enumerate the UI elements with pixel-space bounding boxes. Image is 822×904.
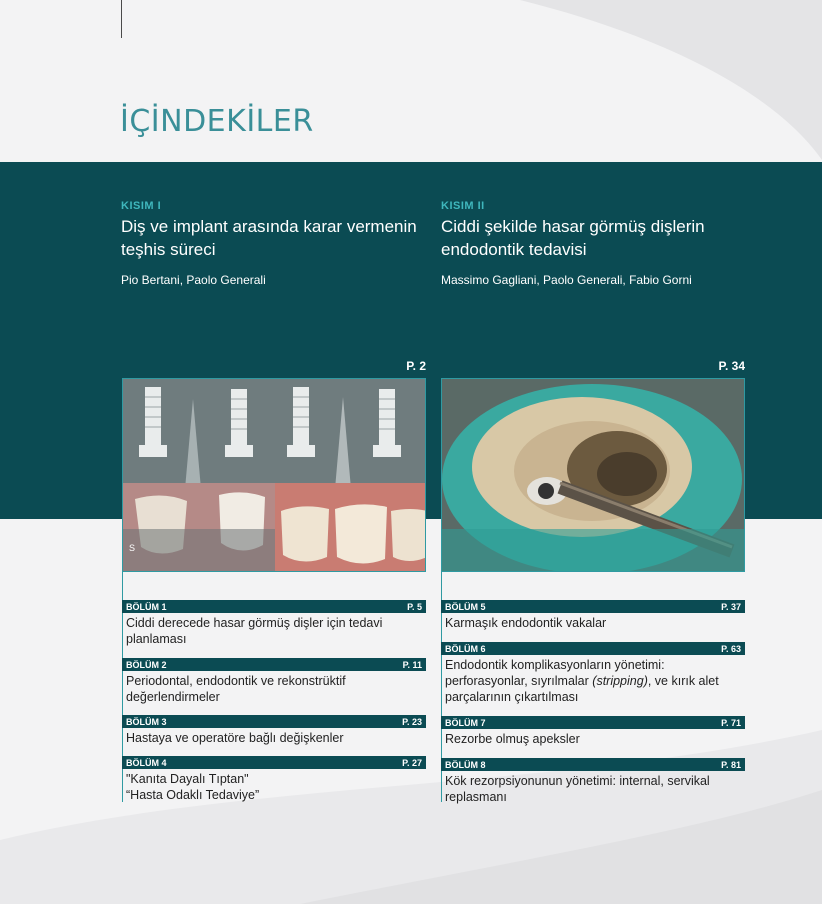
chapter-page: P. 81	[721, 759, 741, 770]
photo-corner-mark: S	[129, 543, 136, 553]
part-2-title[interactable]: Ciddi şekilde hasar görmüş dişlerin endodontik tedavisi	[441, 217, 705, 259]
chapter-label: BÖLÜM 3	[126, 716, 167, 727]
part-2	[441, 200, 751, 287]
chapter-7[interactable]	[441, 716, 745, 747]
part-1-page: P. 2	[406, 359, 426, 373]
chapter-label: BÖLÜM 6	[445, 643, 486, 654]
top-rule	[121, 0, 122, 38]
chapter-title: Rezorbe olmuş apeksler	[445, 732, 580, 746]
part-1-authors: Pio Bertani, Paolo Generali	[121, 273, 266, 287]
endodontic-microscope-photo	[441, 378, 745, 572]
chapter-label: BÖLÜM 7	[445, 717, 486, 728]
chapter-page: P. 11	[402, 659, 422, 670]
chapter-title-italic: (stripping)	[592, 674, 648, 688]
page-title: İÇİNDEKİLER	[120, 104, 314, 139]
chapter-title-part-a: Endodontik komplikasyonların yönetimi: perforasyonlar, sıyrılmalar	[445, 658, 665, 688]
chapter-label: BÖLÜM 1	[126, 601, 167, 612]
chapter-label: BÖLÜM 8	[445, 759, 486, 770]
chapter-8[interactable]	[441, 758, 745, 805]
chapter-page: P. 71	[721, 717, 741, 728]
chapter-label: BÖLÜM 4	[126, 757, 167, 768]
chapter-label: BÖLÜM 5	[445, 601, 486, 612]
chapter-page: P. 63	[721, 643, 741, 654]
part-2-authors: Massimo Gagliani, Paolo Generali, Fabio Gorni	[441, 273, 692, 287]
chapter-title: Karmaşık endodontik vakalar	[445, 616, 607, 630]
part-1-label: KISIM I	[121, 200, 162, 212]
chapter-title: Kök rezorpsiyonunun yönetimi: internal, servikal replasmanı	[445, 774, 710, 804]
chapter-page: P. 37	[721, 601, 741, 612]
chapter-title	[122, 769, 426, 803]
chapter-page: P. 23	[402, 716, 422, 727]
chapter-title	[441, 655, 745, 705]
chapter-page: P. 27	[402, 757, 422, 768]
chapter-3[interactable]	[122, 715, 426, 746]
chapter-title-line-1: "Kanıta Dayalı Tıptan"	[126, 772, 249, 786]
chapter-title-part-c: , ve kırık alet parçalarının çıkartılması	[445, 674, 719, 704]
part-2-page: P. 34	[718, 359, 745, 373]
chapter-title: Hastaya ve operatöre bağlı değişkenler	[126, 731, 344, 745]
chapter-title-line-2: “Hasta Odaklı Tedaviye”	[126, 788, 260, 802]
dental-implant-photo	[122, 378, 426, 572]
chapter-6[interactable]	[441, 642, 745, 705]
part-1-title[interactable]: Diş ve implant arasında karar vermenin teşhis süreci	[121, 217, 417, 259]
chapter-2[interactable]	[122, 658, 426, 705]
part-1	[121, 200, 431, 287]
chapter-5[interactable]	[441, 600, 745, 631]
chapter-page: P. 5	[407, 601, 422, 612]
chapter-1[interactable]	[122, 600, 426, 647]
chapter-label: BÖLÜM 2	[126, 659, 167, 670]
chapter-title: Ciddi derecede hasar görmüş dişler için tedavi planlaması	[126, 616, 383, 646]
part-2-label: KISIM II	[441, 200, 485, 212]
chapter-title: Periodontal, endodontik ve rekonstrüktif değerlendirmeler	[126, 674, 346, 704]
chapter-4[interactable]	[122, 756, 426, 803]
